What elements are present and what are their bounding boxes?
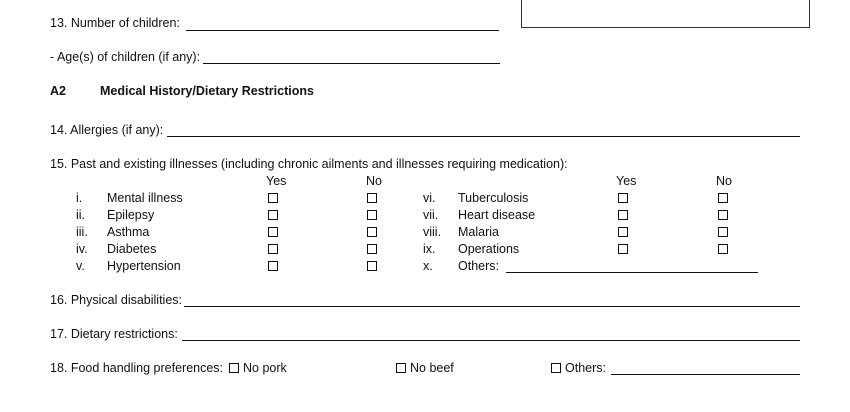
tuberculosis-no-checkbox[interactable] [718, 193, 728, 203]
illness-num: v. [76, 259, 85, 273]
no-pork-checkbox[interactable] [229, 363, 239, 373]
malaria-yes-checkbox[interactable] [618, 227, 628, 237]
illness-num: vi. [423, 191, 436, 205]
operations-no-checkbox[interactable] [718, 244, 728, 254]
others-checkbox[interactable] [551, 363, 561, 373]
mental-illness-yes-checkbox[interactable] [268, 193, 278, 203]
hypertension-yes-checkbox[interactable] [268, 261, 278, 271]
illness-num: ix. [423, 242, 436, 256]
no-header-left: No [366, 174, 382, 188]
heart-disease-yes-checkbox[interactable] [618, 210, 628, 220]
illness-num: x. [423, 259, 433, 273]
number-of-children-label: 13. Number of children: [50, 16, 180, 30]
illness-num: vii. [423, 208, 439, 222]
illness-name: Mental illness [107, 191, 183, 205]
illness-name: Others: [458, 259, 499, 273]
illness-num: iv. [76, 242, 88, 256]
dietary-restrictions-field[interactable] [182, 340, 800, 341]
asthma-yes-checkbox[interactable] [268, 227, 278, 237]
illness-num: iii. [76, 225, 88, 239]
section-code: A2 [50, 84, 66, 98]
number-of-children-field[interactable] [186, 30, 499, 31]
illness-num: viii. [423, 225, 442, 239]
epilepsy-yes-checkbox[interactable] [268, 210, 278, 220]
dietary-restrictions-label: 17. Dietary restrictions: [50, 327, 178, 341]
yes-header-left: Yes [266, 174, 287, 188]
illnesses-label: 15. Past and existing illnesses (including chronic ailments and illnesses requiring medication): [50, 157, 568, 171]
heart-disease-no-checkbox[interactable] [718, 210, 728, 220]
illness-num: ii. [76, 208, 86, 222]
no-beef-checkbox[interactable] [396, 363, 406, 373]
hypertension-no-checkbox[interactable] [367, 261, 377, 271]
illness-name: Asthma [107, 225, 150, 239]
other-illnesses-field[interactable] [506, 272, 758, 273]
allergies-field[interactable] [167, 136, 800, 137]
top-right-box[interactable] [521, 0, 810, 28]
ages-of-children-label: - Age(s) of children (if any): [50, 50, 201, 64]
allergies-label: 14. Allergies (if any): [50, 123, 164, 137]
physical-disabilities-label: 16. Physical disabilities: [50, 293, 183, 307]
tuberculosis-yes-checkbox[interactable] [618, 193, 628, 203]
diabetes-no-checkbox[interactable] [367, 244, 377, 254]
illness-name: Operations [458, 242, 520, 256]
others-label: Others: [565, 361, 606, 375]
asthma-no-checkbox[interactable] [367, 227, 377, 237]
malaria-no-checkbox[interactable] [718, 227, 728, 237]
illness-name: Diabetes [107, 242, 157, 256]
section-title: Medical History/Dietary Restrictions [100, 84, 314, 98]
others-field[interactable] [611, 374, 800, 375]
yes-header-right: Yes [616, 174, 637, 188]
no-beef-label: No beef [410, 361, 454, 375]
no-header-right: No [716, 174, 732, 188]
no-pork-label: No pork [243, 361, 287, 375]
physical-disabilities-field[interactable] [184, 306, 800, 307]
illness-name: Malaria [458, 225, 499, 239]
operations-yes-checkbox[interactable] [618, 244, 628, 254]
ages-of-children-field[interactable] [203, 63, 500, 64]
epilepsy-no-checkbox[interactable] [367, 210, 377, 220]
diabetes-yes-checkbox[interactable] [268, 244, 278, 254]
illness-name: Hypertension [107, 259, 181, 273]
illness-name: Tuberculosis [458, 191, 529, 205]
illness-name: Epilepsy [107, 208, 155, 222]
mental-illness-no-checkbox[interactable] [367, 193, 377, 203]
illness-name: Heart disease [458, 208, 536, 222]
food-handling-label: 18. Food handling preferences: [50, 361, 224, 375]
illness-num: i. [76, 191, 83, 205]
